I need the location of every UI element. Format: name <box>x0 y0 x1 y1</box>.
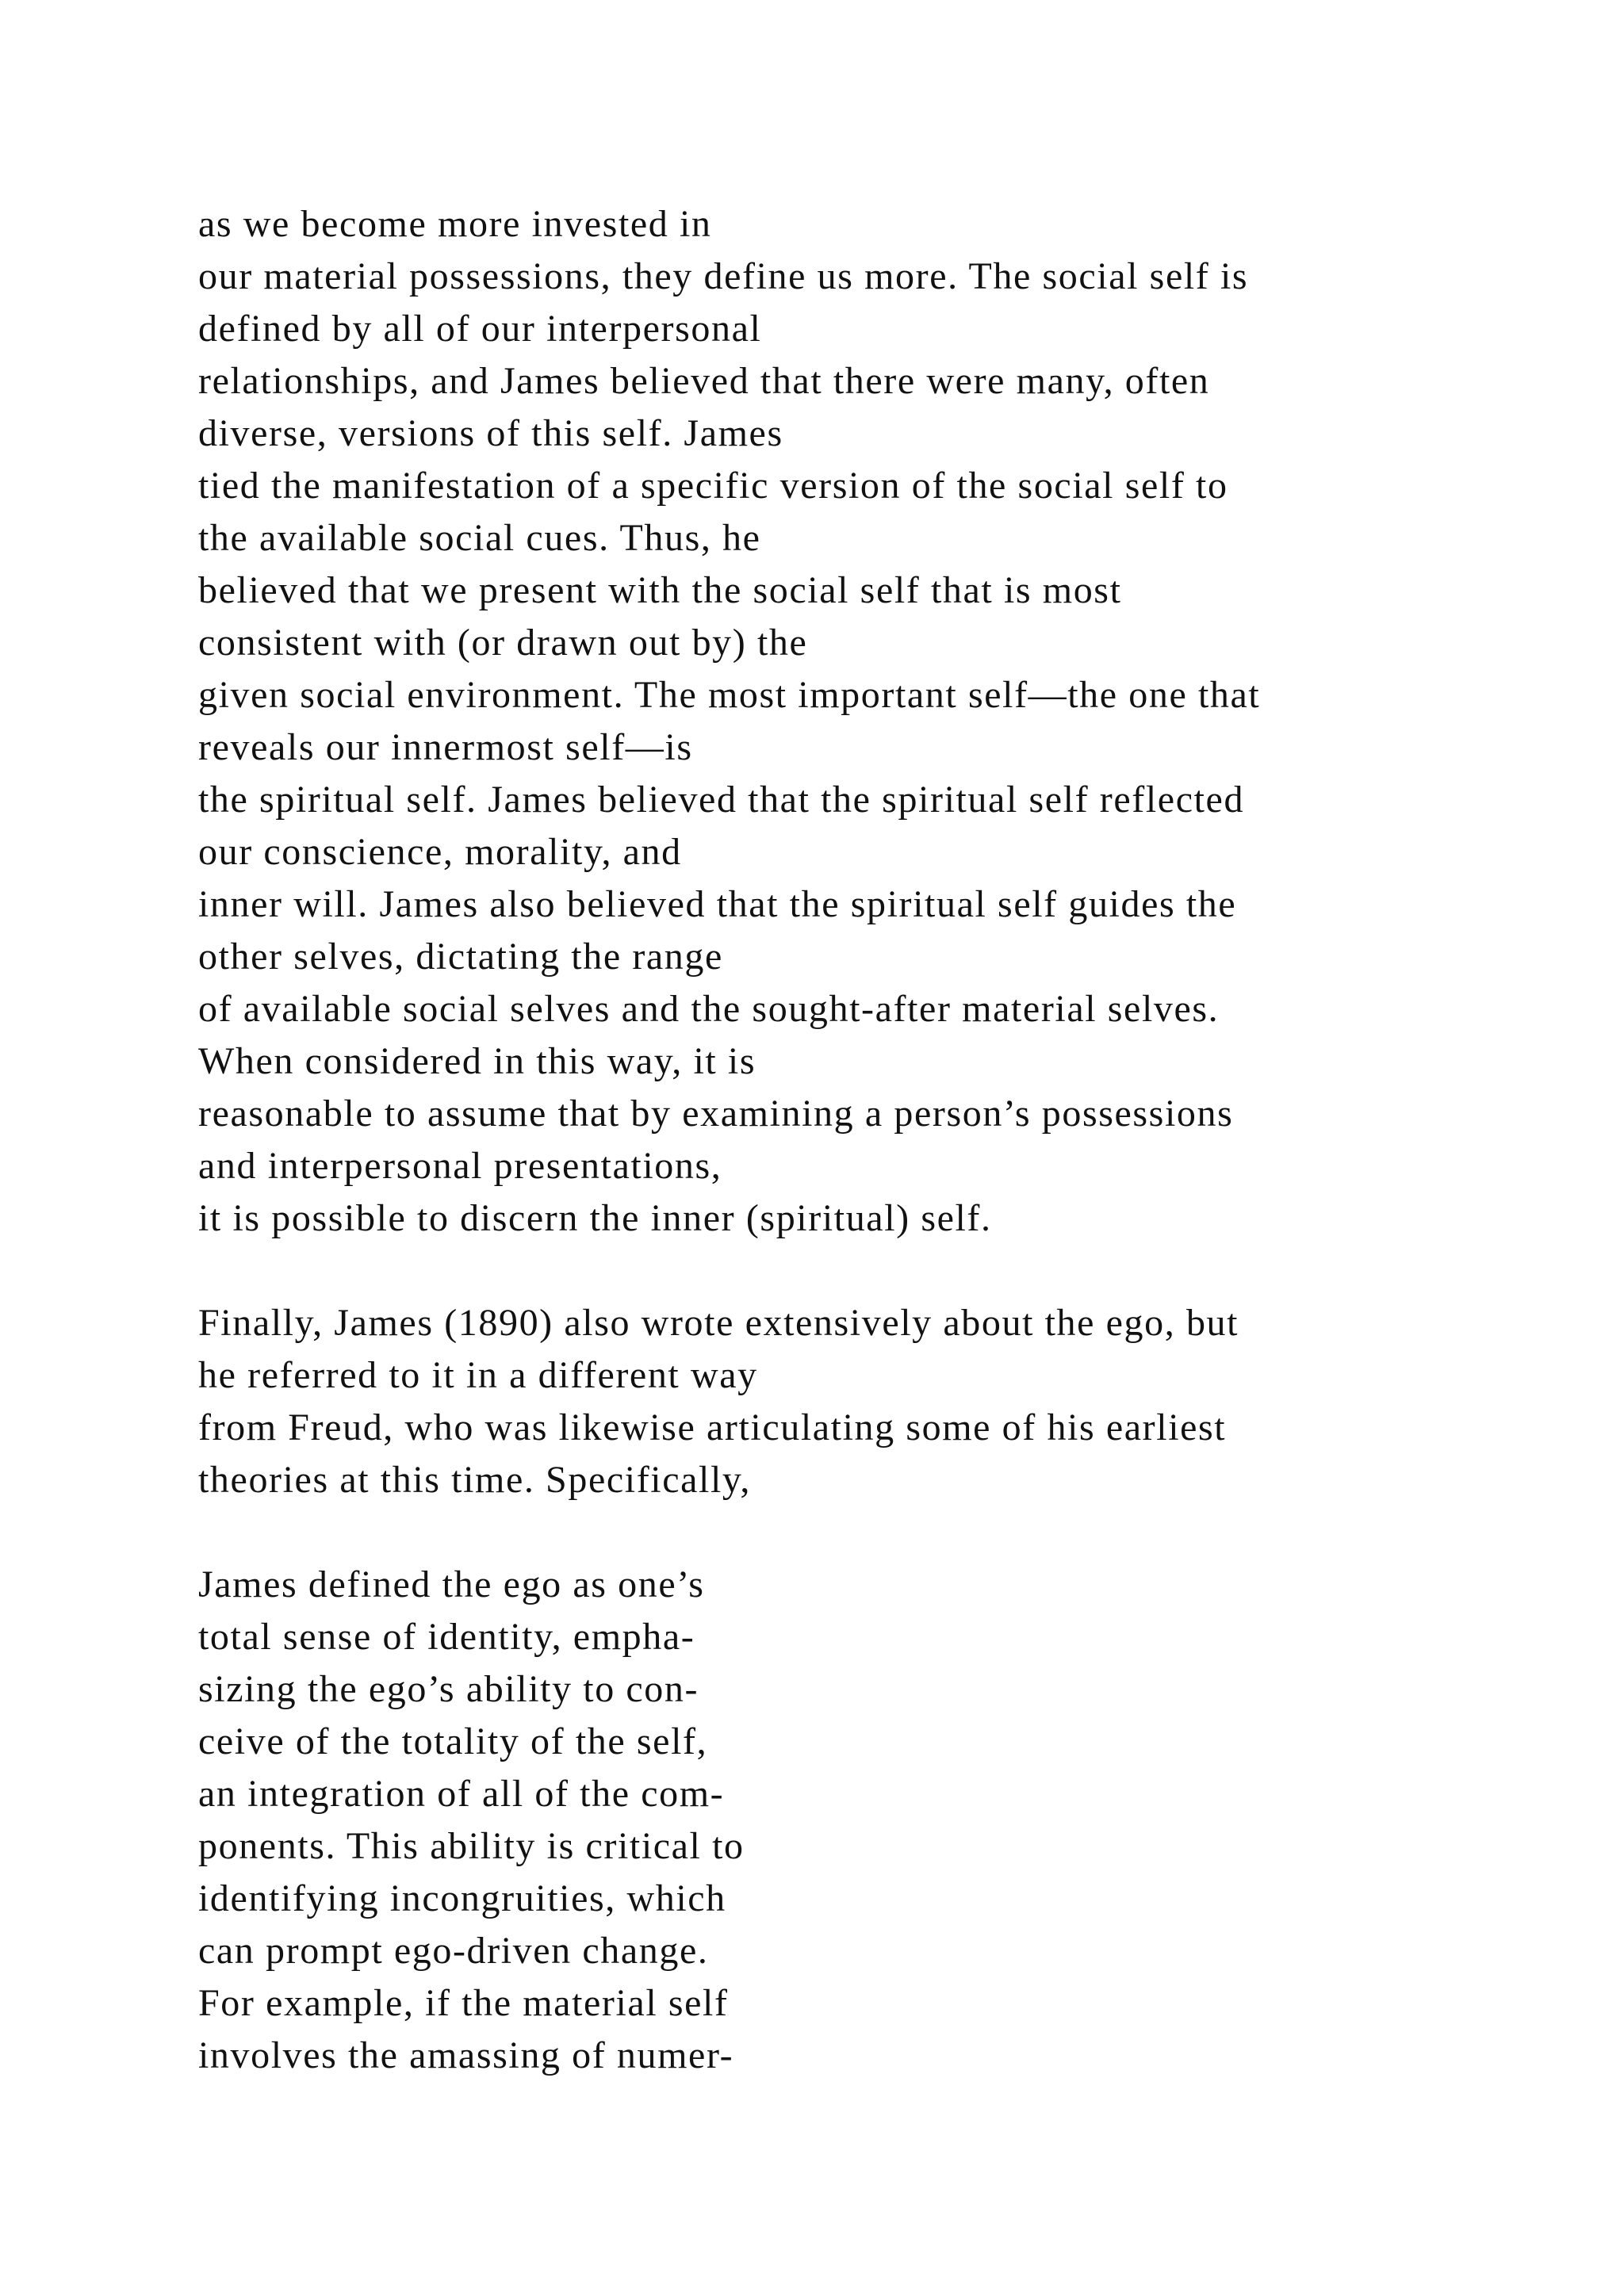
text-line: involves the amassing of numer- <box>198 2034 734 2076</box>
text-line: reasonable to assume that by examining a person’s possessions <box>198 1093 1234 1135</box>
text-line: When considered in this way, it is <box>198 1040 756 1082</box>
text-line: the spiritual self. James believed that the spiritual self reflected <box>198 779 1245 821</box>
text-line: can prompt ego-driven change. <box>198 1930 709 1972</box>
text-line: tied the manifestation of a specific version of the social self to <box>198 465 1228 507</box>
text-line: diverse, versions of this self. James <box>198 412 783 454</box>
text-line: the available social cues. Thus, he <box>198 517 761 559</box>
text-line: given social environment. The most important self—the one that <box>198 674 1261 716</box>
text-line: identifying incongruities, which <box>198 1877 726 1919</box>
text-line: of available social selves and the sought-after material selves. <box>198 988 1220 1030</box>
text-line: Finally, James (1890) also wrote extensively about the ego, but <box>198 1302 1239 1344</box>
text-line: reveals our innermost self—is <box>198 726 693 768</box>
text-line: ceive of the totality of the self, <box>198 1720 708 1762</box>
text-line: other selves, dictating the range <box>198 936 723 978</box>
text-line: consistent with (or drawn out by) the <box>198 622 808 664</box>
text-line: as we become more invested in <box>198 203 712 245</box>
paragraph-self-types <box>198 198 1594 1245</box>
text-line: For example, if the material self <box>198 1982 729 2024</box>
text-line: our material possessions, they define us more. The social self is <box>198 255 1249 297</box>
text-line: inner will. James also believed that the spiritual self guides the <box>198 883 1237 925</box>
text-line: believed that we present with the social self that is most <box>198 569 1122 611</box>
text-line: from Freud, who was likewise articulating some of his earliest <box>198 1406 1227 1448</box>
text-line: relationships, and James believed that there were many, often <box>198 360 1210 402</box>
paragraph-ego-intro <box>198 1297 1594 1506</box>
text-line: defined by all of our interpersonal <box>198 308 762 350</box>
paragraph-ego-definition <box>198 1559 1594 2082</box>
text-line: our conscience, morality, and <box>198 831 682 873</box>
text-line: and interpersonal presentations, <box>198 1145 722 1187</box>
text-line: an integration of all of the com- <box>198 1773 725 1815</box>
text-line: ponents. This ability is critical to <box>198 1825 745 1867</box>
text-line: James defined the ego as one’s <box>198 1563 705 1605</box>
text-line: theories at this time. Specifically, <box>198 1459 751 1501</box>
text-line: sizing the ego’s ability to con- <box>198 1668 699 1710</box>
text-line: it is possible to discern the inner (spiritual) self. <box>198 1197 992 1239</box>
text-line: he referred to it in a different way <box>198 1354 758 1396</box>
text-line: total sense of identity, empha- <box>198 1616 695 1658</box>
